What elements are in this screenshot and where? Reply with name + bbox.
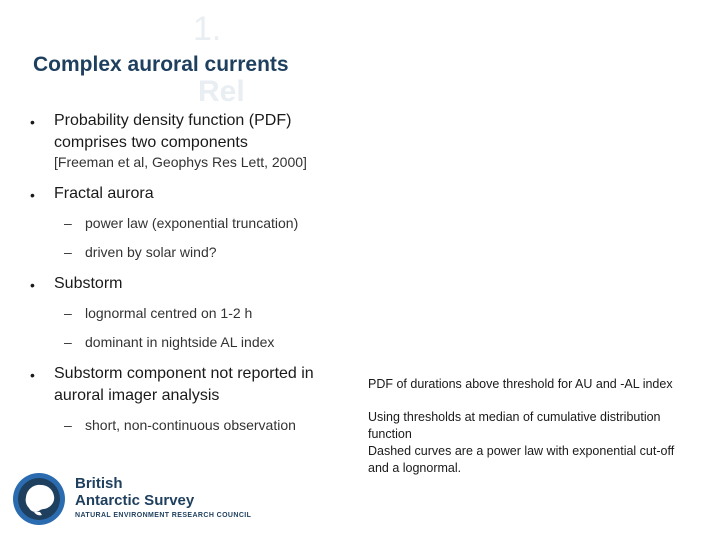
background-watermark-top: 1. — [193, 10, 222, 48]
antarctica-globe-icon — [12, 472, 66, 526]
caption-line: Using thresholds at median of cumulative distribution — [368, 410, 661, 424]
bullet-imager-analysis — [54, 363, 314, 407]
bullet-marker: • — [30, 187, 35, 203]
figure-caption-body — [368, 409, 674, 477]
figure-caption-title: PDF of durations above threshold for AU and -AL index — [368, 377, 673, 391]
bas-logo — [12, 472, 252, 526]
caption-line: Dashed curves are a power law with exponential cut-off — [368, 444, 675, 458]
bullet-line: Probability density function (PDF) — [54, 112, 292, 129]
sub-bullet-dash: – — [64, 305, 72, 321]
logo-name-line: Antarctic Survey — [75, 492, 195, 509]
bullet-marker: • — [30, 277, 35, 293]
logo-name-line: British — [75, 475, 123, 492]
sub-bullet-lognormal: lognormal centred on 1-2 h — [85, 305, 253, 321]
bullet-marker: • — [30, 114, 35, 130]
logo-wordmark — [75, 475, 194, 509]
sub-bullet-al-index: dominant in nightside AL index — [85, 334, 275, 350]
bullet-substorm: Substorm — [54, 275, 123, 292]
bullet-line: Substorm component not reported in — [54, 365, 314, 382]
sub-bullet-dash: – — [64, 244, 72, 260]
sub-bullet-dash: – — [64, 417, 72, 433]
caption-line: and a lognormal. — [368, 461, 462, 475]
logo-council-text: NATURAL ENVIRONMENT RESEARCH COUNCIL — [75, 512, 252, 519]
sub-bullet-dash: – — [64, 334, 72, 350]
slide-title: Complex auroral currents — [33, 53, 289, 76]
reference-citation: [Freeman et al, Geophys Res Lett, 2000] — [54, 154, 307, 170]
sub-bullet-power-law: power law (exponential truncation) — [85, 215, 299, 231]
bullet-line: auroral imager analysis — [54, 387, 220, 404]
bullet-pdf-components — [54, 110, 291, 154]
bullet-line: comprises two components — [54, 134, 248, 151]
caption-line: function — [368, 427, 412, 441]
sub-bullet-solar-wind: driven by solar wind? — [85, 244, 217, 260]
bullet-fractal-aurora: Fractal aurora — [54, 185, 154, 202]
sub-bullet-observation: short, non-continuous observation — [85, 417, 296, 433]
bullet-marker: • — [30, 367, 35, 383]
background-watermark-mid: Rel — [198, 75, 245, 108]
sub-bullet-dash: – — [64, 215, 72, 231]
